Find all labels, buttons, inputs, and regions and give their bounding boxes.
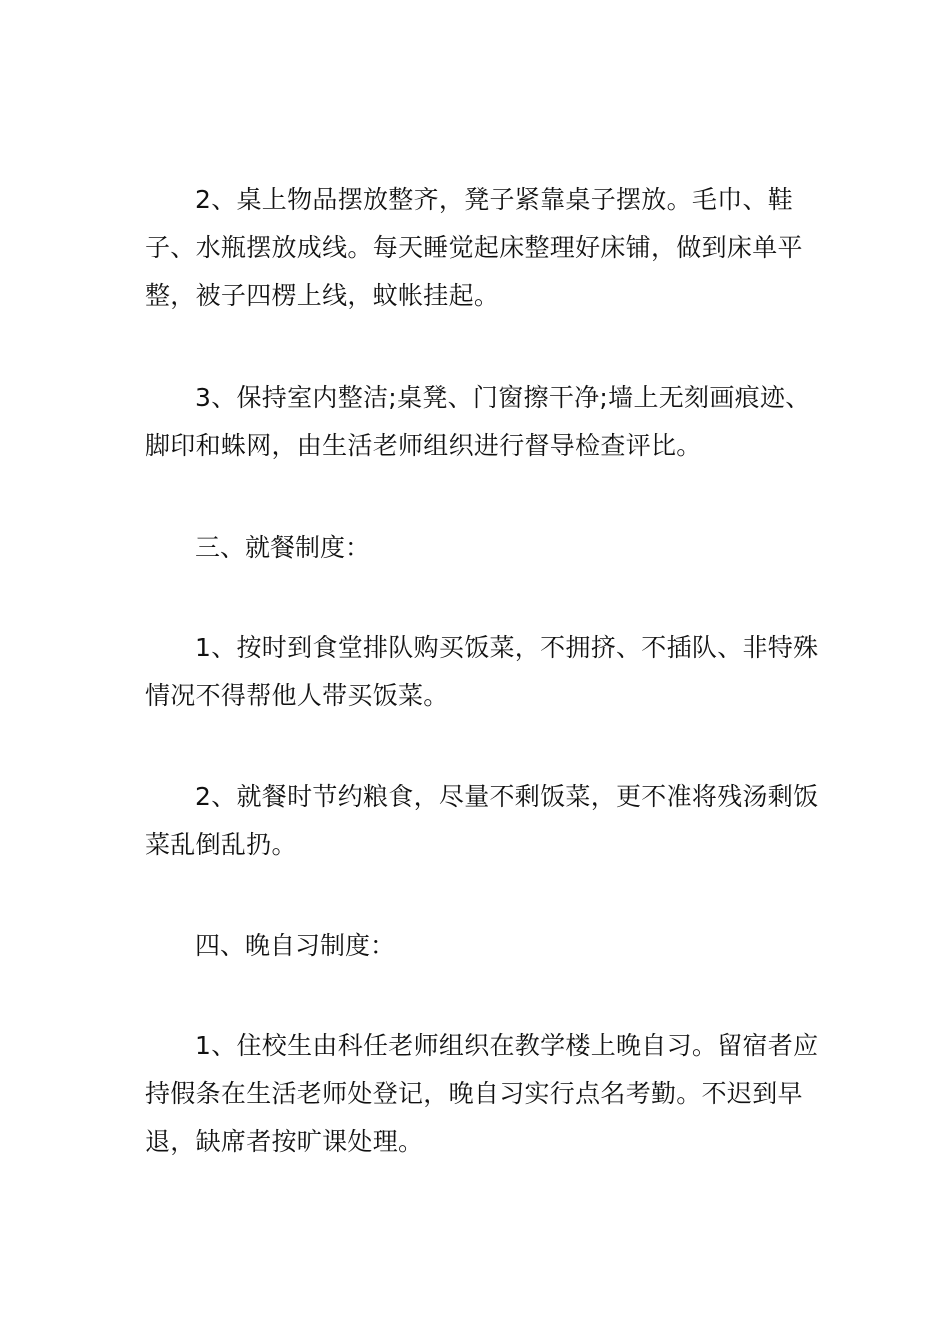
- section-heading-evening-study-rules: 四、晚自习制度：: [195, 931, 396, 960]
- section-heading-dining-rules: 三、就餐制度：: [195, 533, 371, 562]
- paragraph-dorm-items-arrangement: 2、桌上物品摆放整齐，凳子紧靠桌子摆放。毛巾、鞋子、水瓶摆放成线。每天睡觉起床整理好床铺，做到床单平整，被子四楞上线，蚊帐挂起。: [145, 185, 803, 310]
- paragraph-evening-study-attendance: 1、住校生由科任老师组织在教学楼上晚自习。留宿者应持假条在生活老师处登记，晚自习实行点名考勤。不迟到早退，缺席者按旷课处理。: [145, 1031, 819, 1156]
- paragraph-queue-for-meals: 1、按时到食堂排队购买饭菜，不拥挤、不插队、非特殊情况不得帮他人带买饭菜。: [145, 633, 819, 710]
- paragraph-room-cleanliness: 3、保持室内整洁;桌凳、门窗擦干净;墙上无刻画痕迹、脚印和蛛网，由生活老师组织进行督导检查评比。: [145, 383, 811, 460]
- paragraph-save-food: 2、就餐时节约粮食，尽量不剩饭菜，更不准将残汤剩饭菜乱倒乱扔。: [145, 782, 819, 859]
